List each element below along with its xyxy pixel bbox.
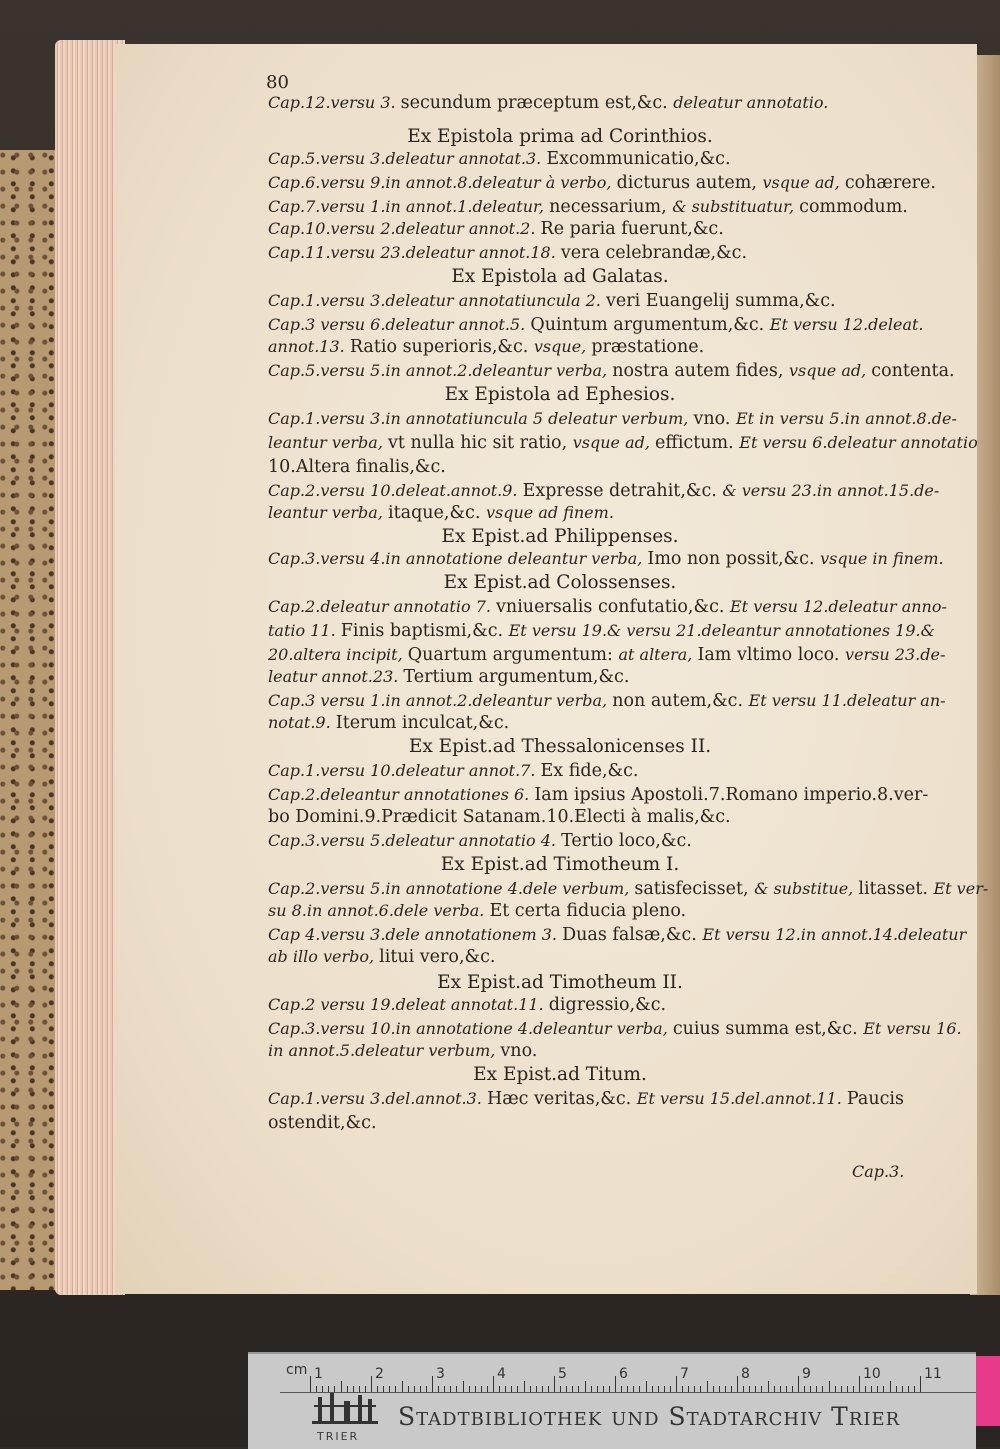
ruler-tick [493,1376,494,1392]
ruler-minor-tick [902,1386,903,1392]
line-pre: Cap.3.versu 5.deleatur annotatio 4. [268,831,562,850]
line-pre: Cap.6.versu 9.in annot.8.deleatur à verbo, [268,173,617,192]
ruler-minor-tick [883,1386,884,1392]
text-line [268,432,978,454]
ruler-tick [920,1376,921,1392]
ruler-minor-tick [487,1386,488,1392]
line-post: vsque ad finem. [485,503,614,522]
ruler-number: 3 [436,1366,445,1382]
line-text: Ex fide,&c. [540,761,639,781]
line-pre: Cap.5.versu 3.deleatur annotat.3. [268,149,547,168]
line-post: Et versu 19.& versu 21.deleantur annotationes 19.& [508,621,935,640]
ruler-minor-tick [609,1386,610,1392]
ruler-tick [310,1376,311,1392]
ruler-minor-tick [511,1386,512,1392]
ruler-minor-tick [670,1386,671,1392]
line-pre: leantur verba, [268,433,389,452]
ruler-tick [737,1376,738,1392]
ruler-minor-tick [847,1386,848,1392]
text-line [268,548,944,570]
ruler-tick [371,1376,372,1392]
ruler-number: 4 [497,1366,506,1382]
ruler-minor-tick [725,1386,726,1392]
line-post: Et versu 16. [863,1019,962,1038]
ruler-minor-tick [578,1386,579,1392]
ruler-number: 7 [680,1366,689,1382]
ruler-minor-tick [877,1386,878,1392]
line-post: Et in versu 5.in annot.8.de- [735,409,957,428]
ruler-tick [859,1376,860,1392]
line-post: vsque ad, [762,173,845,192]
line-post: vsque, [533,337,592,356]
ruler-minor-tick [402,1381,403,1392]
ruler-minor-tick [414,1386,415,1392]
ruler-minor-tick [542,1386,543,1392]
ruler-number: 6 [619,1366,628,1382]
line-post: & substituatur, [672,197,800,216]
ruler-minor-tick [816,1386,817,1392]
line-pre: annot.13. [268,337,350,356]
ruler-minor-tick [646,1381,647,1392]
ruler-minor-tick [890,1381,891,1392]
ruler-minor-tick [548,1386,549,1392]
section-heading: Ex Epist.ad Timotheum II. [437,972,683,993]
line-text: Tertium argumentum,&c. [403,667,630,687]
ruler-number: 5 [558,1366,567,1382]
text-line [268,644,945,666]
line-pre: Cap.7.versu 1.in annot.1.deleatur, [268,197,550,216]
line-tail: Iam vltimo loco. [697,645,846,665]
ruler-minor-tick [426,1386,427,1392]
line-pre: Cap.1.versu 3.deleatur annotatiuncula 2. [268,291,606,310]
text-line [268,806,731,828]
ruler-minor-tick [420,1386,421,1392]
ruler-minor-tick [621,1386,622,1392]
ruler-minor-tick [829,1381,830,1392]
section-heading: Ex Epistola prima ad Corinthios. [407,126,713,147]
ruler-minor-tick [566,1386,567,1392]
ruler-minor-tick [444,1386,445,1392]
line-post: Et versu 12.deleatur anno- [730,597,947,616]
line-pre: Cap.3 versu 1.in annot.2.deleantur verba, [268,691,613,710]
text-line [268,172,936,194]
line-text: necessarium, [549,197,673,217]
line-post2: Et versu 6.deleatur annotatio [739,433,978,452]
line-text: bo Domini.9.Prædicit Satanam.10.Electi à malis,&c. [268,807,731,827]
text-line [268,784,928,806]
line-text: Expresse detrahit,&c. [522,481,723,501]
ruler-minor-tick [761,1386,762,1392]
text-line [268,760,638,782]
line-text: Excommunicatio,&c. [546,149,731,169]
ruler-minor-tick [536,1386,537,1392]
line-text: Hæc veritas,&c. [486,1089,637,1109]
line-text: vt nulla hic sit ratio, [388,433,573,453]
ruler-minor-tick [524,1381,525,1392]
ruler-minor-tick [768,1381,769,1392]
ruler-scale [280,1358,976,1393]
line-pre: 20.altera incipit, [268,645,408,664]
line-pre: Cap.3 versu 6.deleatur annot.5. [268,315,531,334]
text-line [268,480,939,502]
line-pre: Cap.2.versu 10.deleat.annot.9. [268,481,523,500]
line-pre: Cap.12.versu 3. [268,93,401,112]
line-tail: litasset. [858,879,934,899]
ruler-minor-tick [389,1386,390,1392]
line-text: Ratio superioris,&c. [349,337,534,357]
line-tail: effictum. [655,433,740,453]
text-line [268,1088,904,1110]
ruler-minor-tick [652,1386,653,1392]
ruler-minor-tick [743,1386,744,1392]
line-pre: Cap.5.versu 5.in annot.2.deleantur verba, [268,361,613,380]
ruler-number: 11 [924,1366,942,1382]
line-text: Quintum argumentum,&c. [530,315,770,335]
line-pre: leatur annot.23. [268,667,404,686]
line-text: vera celebrandæ,&c. [560,243,748,263]
ruler-minor-tick [408,1386,409,1392]
line-post: & versu 23.in annot.15.de- [722,481,940,500]
line-text: digressio,&c. [548,995,667,1015]
color-marker [976,1356,1000,1426]
ruler-minor-tick [560,1386,561,1392]
line-text: Et certa fiducia pleno. [489,901,687,921]
ruler-minor-tick [871,1386,872,1392]
ruler-minor-tick [469,1386,470,1392]
text-line [268,878,988,900]
line-text: Finis baptismi,&c. [340,621,509,641]
line-pre: Cap.2.versu 5.in annotatione 4.dele verbum, [268,879,635,898]
line-text: litui vero,&c. [379,947,496,967]
ruler-minor-tick [585,1381,586,1392]
ruler-minor-tick [481,1386,482,1392]
ruler-minor-tick [463,1381,464,1392]
ruler-minor-tick [755,1386,756,1392]
ruler-minor-tick [499,1386,500,1392]
ruler-minor-tick [786,1386,787,1392]
ruler-minor-tick [896,1386,897,1392]
library-name: Stadtbibliothek und Stadtarchiv Trier [398,1402,901,1431]
ruler-minor-tick [627,1386,628,1392]
text-line [268,360,955,382]
line-text: secundum præceptum est,&c. [400,93,674,113]
text-line [268,290,836,312]
ruler-minor-tick [456,1386,457,1392]
ruler-minor-tick [383,1386,384,1392]
text-line [268,196,908,218]
line-pre: tatio 11. [268,621,341,640]
text-line [268,1112,377,1134]
line-text: Iterum inculcat,&c. [335,713,510,733]
text-line [268,690,946,712]
line-post: vsque ad, [788,361,872,380]
ruler-minor-tick [395,1386,396,1392]
ruler-minor-tick [682,1386,683,1392]
line-pre: Cap.2 versu 19.deleat annotat.11. [268,995,549,1014]
line-text: Duas falsæ,&c. [562,925,703,945]
text-line [268,620,935,642]
line-post: Et versu 12.deleat. [769,315,924,334]
ruler-minor-tick [450,1386,451,1392]
ruler-minor-tick [713,1386,714,1392]
text-line [268,712,509,734]
ruler-minor-tick [853,1386,854,1392]
line-pre: su 8.in annot.6.dele verba. [268,901,490,920]
text-line [268,830,692,852]
ruler-minor-tick [810,1386,811,1392]
ruler-minor-tick [749,1386,750,1392]
ruler-minor-tick [572,1386,573,1392]
line-pre: Cap.11.versu 23.deleatur annot.18. [268,243,561,262]
page-number: 80 [266,72,289,93]
text-line [268,92,828,114]
marbled-cover-board [0,150,60,1290]
line-tail: commodum. [799,197,908,217]
ruler-minor-tick [822,1386,823,1392]
ruler-minor-tick [774,1386,775,1392]
ruler-minor-tick [517,1386,518,1392]
line-post: vsque ad, [572,433,656,452]
ruler-minor-tick [633,1386,634,1392]
ruler-minor-tick [865,1386,866,1392]
ruler-unit-label: cm [286,1362,308,1378]
line-pre: notat.9. [268,713,336,732]
line-text: veri Euangelij summa,&c. [605,291,836,311]
ruler-minor-tick [694,1386,695,1392]
ruler-tick [798,1376,799,1392]
line-text: itaque,&c. [388,503,486,523]
ruler-minor-tick [700,1386,701,1392]
line-pre: Cap.1.versu 3.in annotatiuncula 5 deleatur verbum, [268,409,694,428]
text-line [268,336,704,358]
ruler-minor-tick [841,1386,842,1392]
text-line [268,666,629,688]
text-line [268,596,947,618]
ruler-minor-tick [719,1386,720,1392]
line-text: cuius summa est,&c. [672,1019,864,1039]
line-post: Et versu 15.del.annot.11. [636,1089,847,1108]
line-pre: ab illo verbo, [268,947,380,966]
ruler-minor-tick [603,1386,604,1392]
line-post2: Et ver- [933,879,989,898]
text-line [268,148,731,170]
line-pre: Cap.3.versu 4.in annotatione deleantur verba, [268,549,648,568]
line-pre: Cap.3.versu 10.in annotatione 4.deleantur verba, [268,1019,673,1038]
line-tail: cohærere. [844,173,936,193]
section-heading: Ex Epist.ad Thessalonicenses II. [408,736,712,757]
line-text: Tertio loco,&c. [561,831,692,851]
section-heading: Ex Epist.ad Colossenses. [443,572,677,593]
ruler-tick [554,1376,555,1392]
text-line [268,994,666,1016]
text-line [268,924,966,946]
line-pre: Cap.1.versu 3.del.annot.3. [268,1089,487,1108]
line-text: vniuersalis confutatio,&c. [496,597,730,617]
ruler-minor-tick [780,1386,781,1392]
line-post: Et versu 12.in annot.14.deleatur [702,925,967,944]
line-text: vno. [693,409,736,429]
ruler-minor-tick [908,1386,909,1392]
line-tail: contenta. [871,361,955,381]
ruler-number: 9 [802,1366,811,1382]
section-heading: Ex Epist.ad Philippenses. [441,526,679,547]
ruler-tick [432,1376,433,1392]
text-line [268,502,614,524]
text-line [268,946,495,968]
ruler-minor-tick [591,1386,592,1392]
line-text: Iam ipsius Apostoli.7.Romano imperio.8.ver- [534,785,929,805]
line-pre: in annot.5.deleatur verbum, [268,1041,501,1060]
ruler-minor-tick [688,1386,689,1392]
ruler-minor-tick [597,1386,598,1392]
text-line [268,900,686,922]
line-pre: Cap.2.deleantur annotationes 6. [268,785,535,804]
line-text: dicturus autem, [616,173,763,193]
line-text: nostra autem fides, [612,361,789,381]
ruler-tick [615,1376,616,1392]
line-post: vsque in finem. [820,549,944,568]
ruler-minor-tick [664,1386,665,1392]
line-text: Re paria fuerunt,&c. [540,219,724,239]
ruler-minor-tick [475,1386,476,1392]
section-heading: Ex Epist.ad Timotheum I. [440,854,680,875]
ruler-minor-tick [505,1386,506,1392]
line-tail: præstatione. [591,337,705,357]
section-heading: Ex Epistola ad Ephesios. [444,384,676,405]
section-heading: Ex Epistola ad Galatas. [451,266,669,287]
text-line [268,1040,537,1062]
ruler-number: 1 [314,1366,323,1382]
ruler-minor-tick [707,1381,708,1392]
library-logo-icon [310,1391,380,1429]
line-text: 10.Altera finalis,&c. [268,457,446,477]
line-post: Et versu 11.deleatur an- [748,691,946,710]
line-pre: Cap.2.deleatur annotatio 7. [268,597,497,616]
line-pre: Cap.10.versu 2.deleatur annot.2. [268,219,541,238]
line-text: ostendit,&c. [268,1113,377,1133]
catchword: Cap.3. [852,1162,905,1181]
ruler-minor-tick [658,1386,659,1392]
ruler-minor-tick [804,1386,805,1392]
ruler-minor-tick [914,1386,915,1392]
line-text: non autem,&c. [612,691,749,711]
ruler-minor-tick [639,1386,640,1392]
ruler-minor-tick [835,1386,836,1392]
text-line [268,314,924,336]
ruler-minor-tick [792,1386,793,1392]
line-text: Quartum argumentum: [407,645,619,665]
text-line [268,456,446,478]
text-line [268,408,957,430]
ruler-minor-tick [530,1386,531,1392]
text-line [268,242,747,264]
line-post: at altera, [618,645,698,664]
line-text: Imo non possit,&c. [647,549,821,569]
library-logo-label: TRIER [317,1430,360,1443]
line-pre: Cap 4.versu 3.dele annotationem 3. [268,925,563,944]
text-line [268,218,724,240]
ruler-number: 10 [863,1366,881,1382]
line-post: deleatur annotatio. [673,93,829,112]
line-pre: leantur verba, [268,503,389,522]
ruler-number: 2 [375,1366,384,1382]
line-tail: Paucis [846,1089,904,1109]
line-pre: Cap.1.versu 10.deleatur annot.7. [268,761,541,780]
line-text: satisfecisset, [634,879,755,899]
section-heading: Ex Epist.ad Titum. [473,1064,647,1085]
line-post: & substitue, [754,879,859,898]
line-text: vno. [500,1041,538,1061]
ruler-minor-tick [438,1386,439,1392]
ruler-minor-tick [731,1386,732,1392]
ruler-tick [676,1376,677,1392]
ruler-number: 8 [741,1366,750,1382]
line-post2: versu 23.de- [845,645,946,664]
text-line [268,1018,962,1040]
